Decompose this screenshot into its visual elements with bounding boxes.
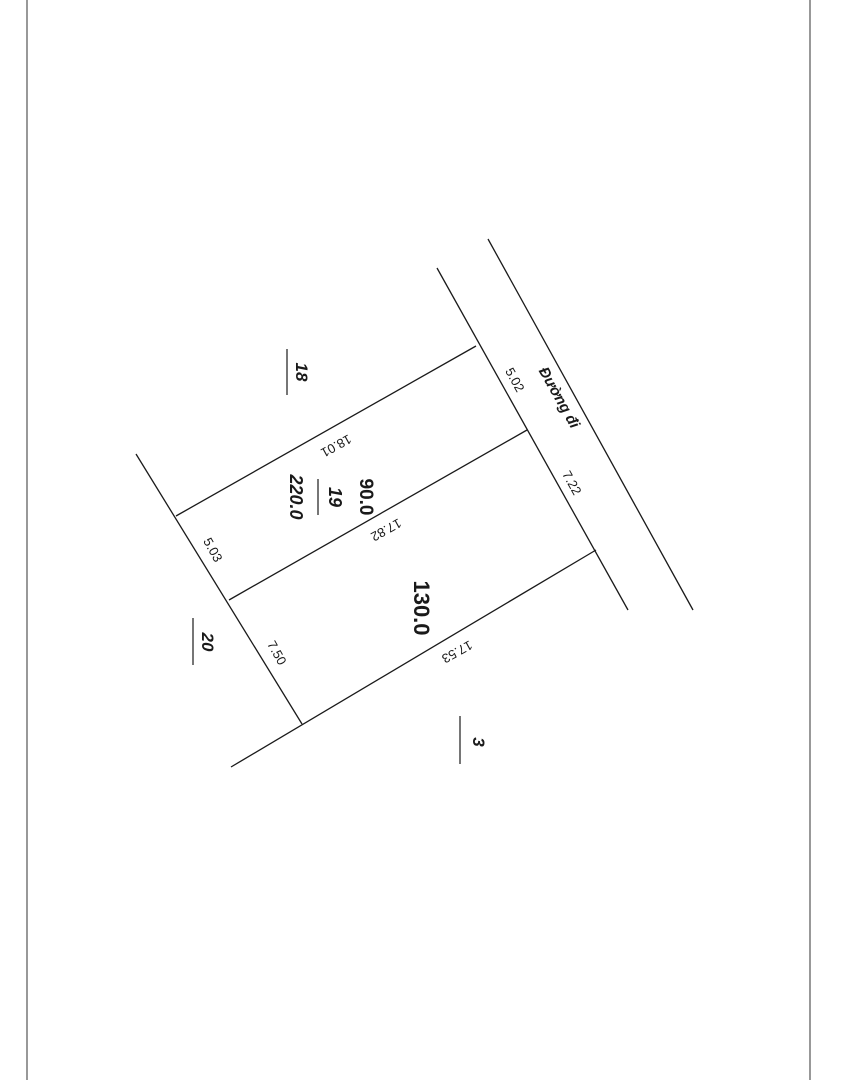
parcel-number-main: 19 [325,486,345,508]
area-upper-part: 90.0 [355,478,376,516]
dim-back-lower: 7.50 [264,638,290,668]
area-total: 220.0 [286,474,306,520]
dim-back-upper: 5.03 [200,535,226,565]
neighbor-parcel-3: 3 [469,737,488,747]
rear-boundary-line [136,454,302,724]
area-lower-part: 130.0 [409,580,434,636]
neighbor-parcel-18: 18 [292,362,311,382]
neighbor-parcel-20: 20 [198,632,217,652]
dim-bottom-edge: 17.53 [439,637,476,667]
dim-top-edge: 18.01 [318,431,355,461]
road-edge-line [488,239,693,610]
dim-road-upper: 5.02 [502,365,528,395]
dim-middle-edge: 17.82 [368,515,405,545]
parcel-middle-boundary [229,430,527,600]
road-label: Đường đi [534,364,583,432]
dim-road-lower: 7.22 [559,468,585,498]
